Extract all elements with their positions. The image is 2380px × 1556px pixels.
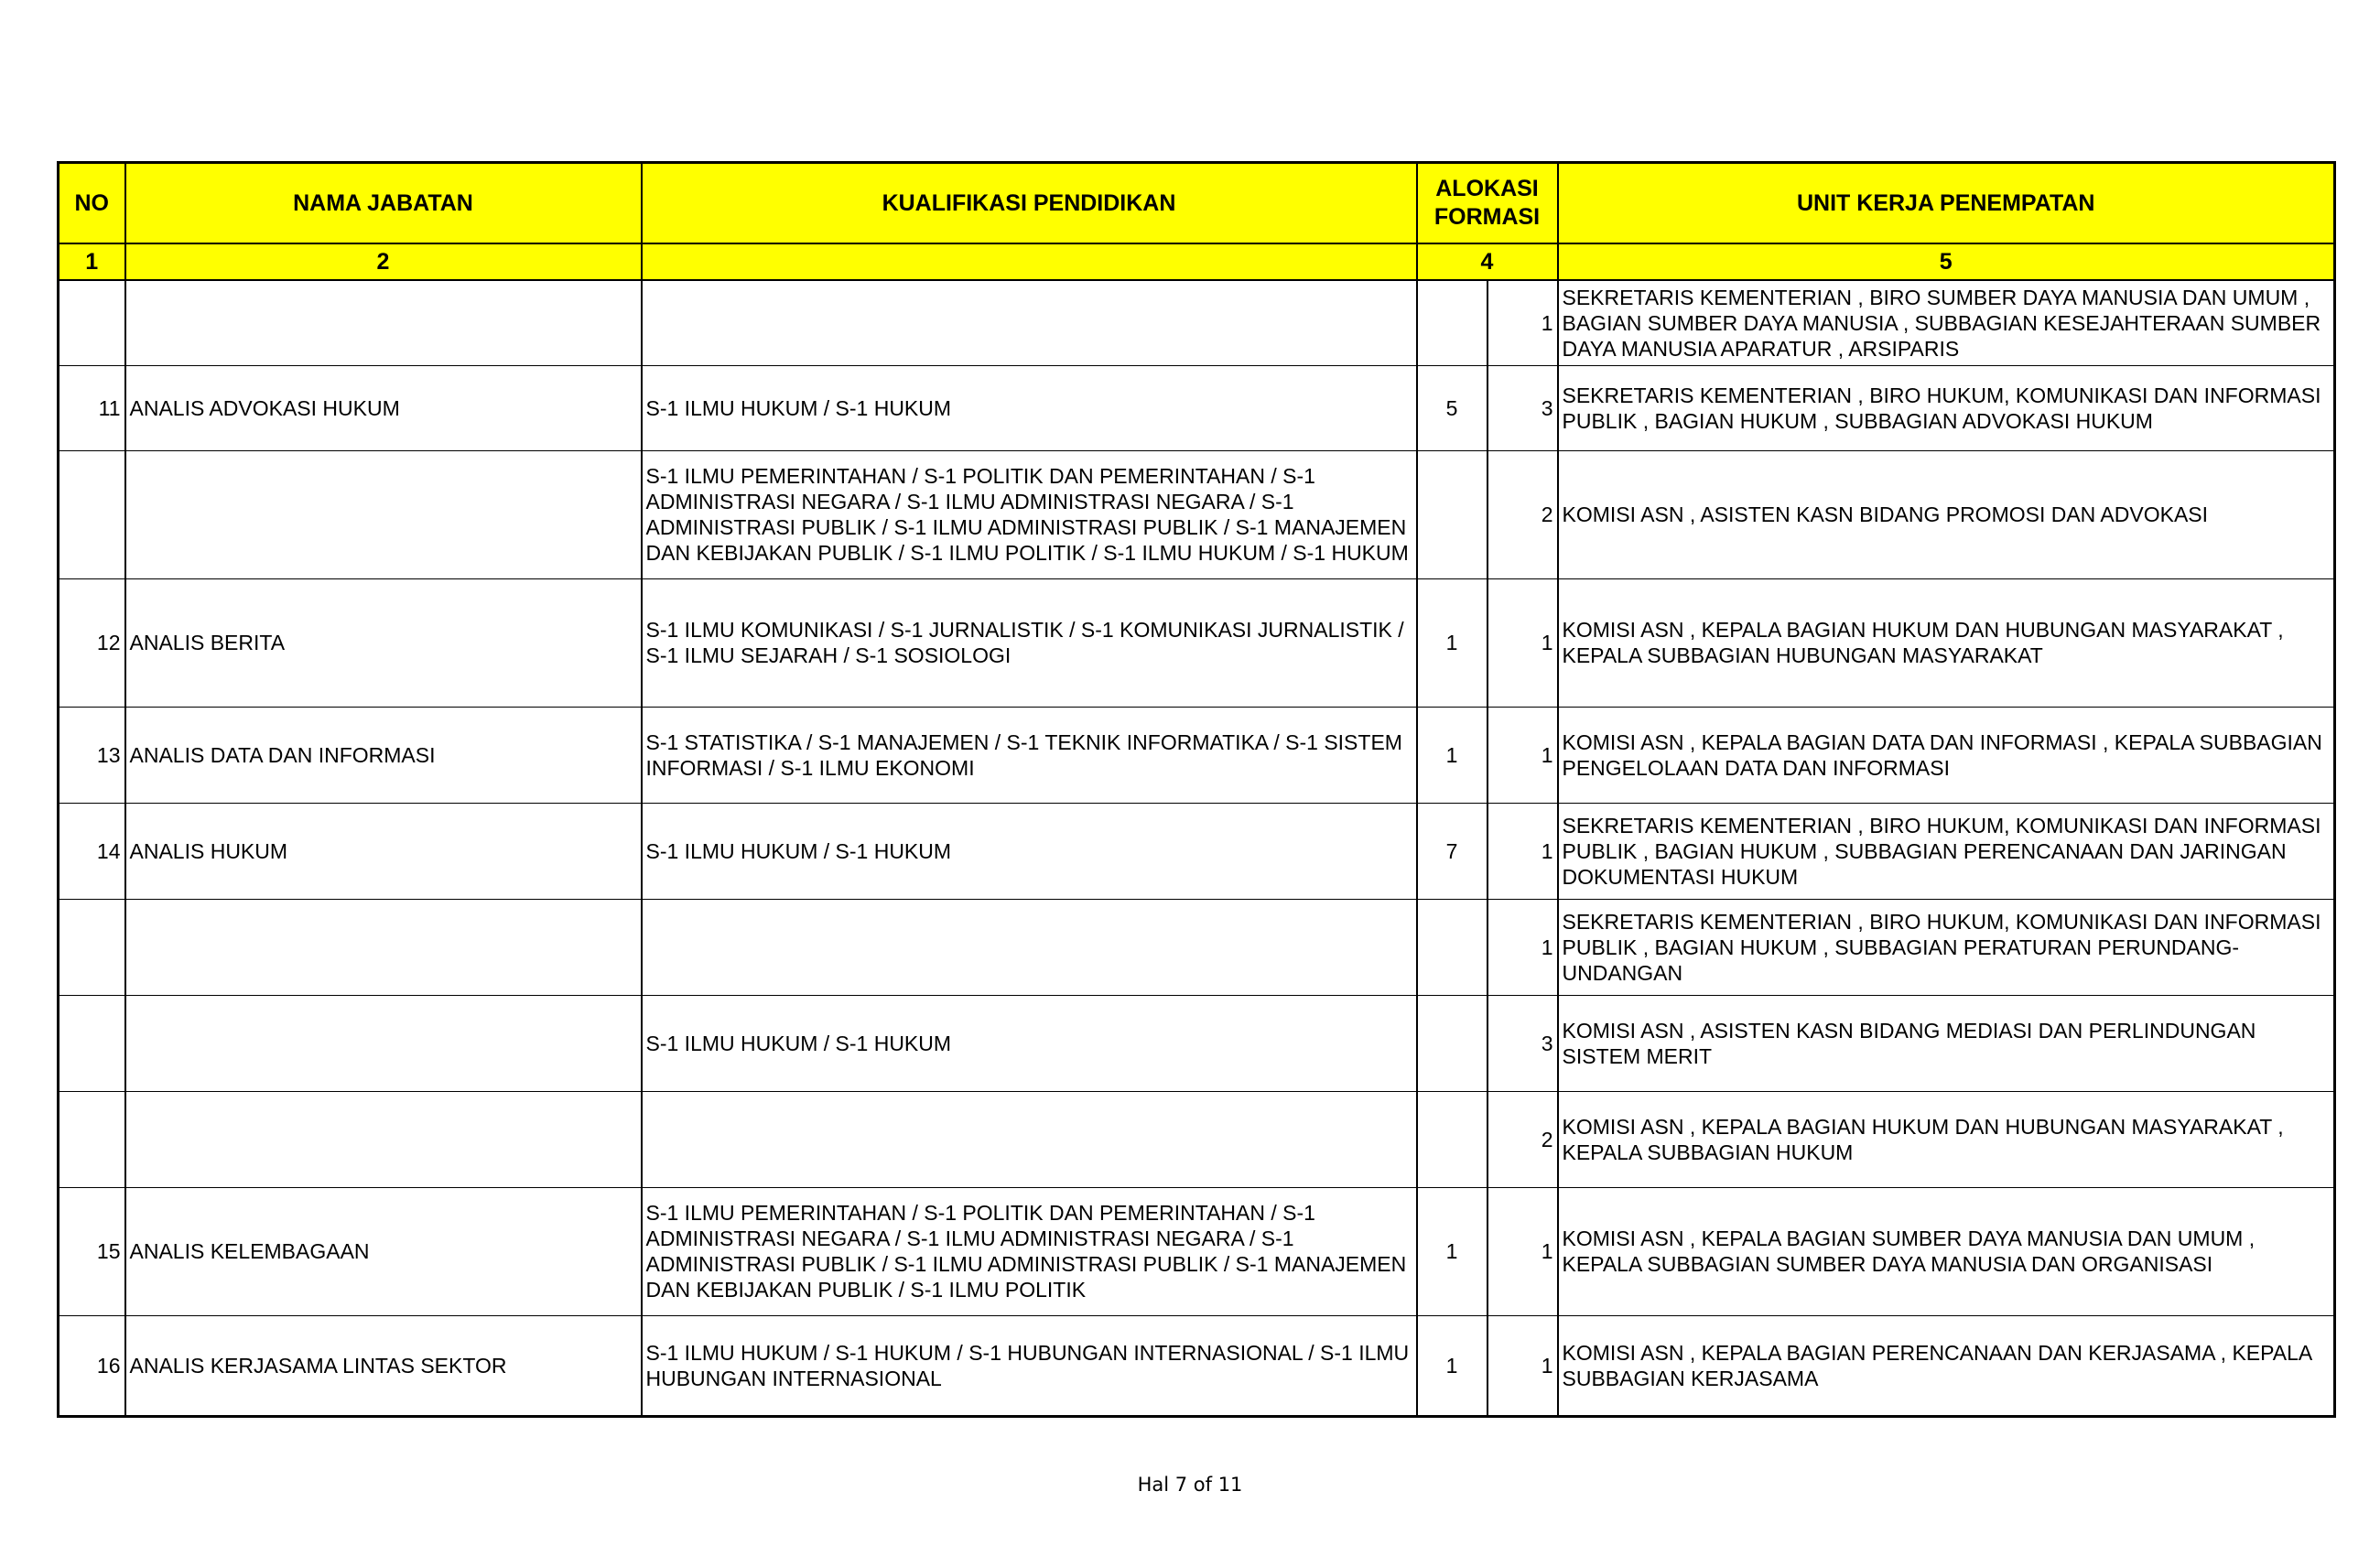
table-row [59,803,2335,899]
cell-alokasi-unit: 3 [1488,365,1558,450]
cell-no: 14 [59,803,125,899]
cell-unit-kerja: KOMISI ASN , ASISTEN KASN BIDANG MEDIASI DAN PERLINDUNGAN SISTEM MERIT [1558,995,2335,1091]
cell-alokasi-total [1417,280,1488,365]
table-row [59,1315,2335,1416]
header-row [59,163,2335,244]
table-row [59,450,2335,578]
cell-alokasi-total [1417,899,1488,995]
column-number: 5 [1558,243,2335,280]
header-unit-kerja: UNIT KERJA PENEMPATAN [1558,163,2335,244]
cell-alokasi-total: 1 [1417,1187,1488,1315]
table-row [59,578,2335,707]
cell-kualifikasi: S-1 STATISTIKA / S-1 MANAJEMEN / S-1 TEKNIK INFORMATIKA / S-1 SISTEM INFORMASI / S-1 ILMU EKONOMI [642,707,1417,803]
cell-nama-jabatan: ANALIS HUKUM [125,803,642,899]
cell-no [59,995,125,1091]
cell-unit-kerja: SEKRETARIS KEMENTERIAN , BIRO SUMBER DAYA MANUSIA DAN UMUM , BAGIAN SUMBER DAYA MANUSIA , SUBBAGIAN KESEJAHTERAAN SUMBER DAYA MANUSIA APARATUR , ARSIPARIS [1558,280,2335,365]
table-row [59,1091,2335,1187]
cell-alokasi-total: 1 [1417,707,1488,803]
cell-kualifikasi [642,1091,1417,1187]
cell-no [59,450,125,578]
cell-nama-jabatan [125,280,642,365]
cell-kualifikasi [642,280,1417,365]
cell-alokasi-total: 1 [1417,578,1488,707]
cell-no [59,899,125,995]
cell-nama-jabatan [125,450,642,578]
header-no: NO [59,163,125,244]
cell-nama-jabatan [125,899,642,995]
column-number: 4 [1417,243,1558,280]
cell-unit-kerja: SEKRETARIS KEMENTERIAN , BIRO HUKUM, KOMUNIKASI DAN INFORMASI PUBLIK , BAGIAN HUKUM , SUBBAGIAN ADVOKASI HUKUM [1558,365,2335,450]
table-row [59,365,2335,450]
page-number: Hal 7 of 11 [1137,1474,1243,1496]
cell-alokasi-unit: 1 [1488,578,1558,707]
cell-kualifikasi: S-1 ILMU HUKUM / S-1 HUKUM [642,995,1417,1091]
cell-unit-kerja: SEKRETARIS KEMENTERIAN , BIRO HUKUM, KOMUNIKASI DAN INFORMASI PUBLIK , BAGIAN HUKUM , SUBBAGIAN PERATURAN PERUNDANG-UNDANGAN [1558,899,2335,995]
column-number [642,243,1417,280]
cell-unit-kerja: KOMISI ASN , KEPALA BAGIAN HUKUM DAN HUBUNGAN MASYARAKAT , KEPALA SUBBAGIAN HUKUM [1558,1091,2335,1187]
cell-alokasi-total: 1 [1417,1315,1488,1416]
cell-alokasi-total [1417,450,1488,578]
column-number: 1 [59,243,125,280]
table-row [59,995,2335,1091]
cell-alokasi-total [1417,995,1488,1091]
cell-unit-kerja: KOMISI ASN , KEPALA BAGIAN SUMBER DAYA MANUSIA DAN UMUM , KEPALA SUBBAGIAN SUMBER DAYA MANUSIA DAN ORGANISASI [1558,1187,2335,1315]
cell-alokasi-unit: 1 [1488,1187,1558,1315]
cell-alokasi-unit: 3 [1488,995,1558,1091]
cell-alokasi-unit: 2 [1488,1091,1558,1187]
cell-alokasi-unit: 2 [1488,450,1558,578]
cell-nama-jabatan: ANALIS ADVOKASI HUKUM [125,365,642,450]
cell-no [59,1091,125,1187]
cell-alokasi-unit: 1 [1488,803,1558,899]
cell-nama-jabatan: ANALIS DATA DAN INFORMASI [125,707,642,803]
cell-alokasi-unit: 1 [1488,280,1558,365]
cell-nama-jabatan: ANALIS KELEMBAGAAN [125,1187,642,1315]
cell-kualifikasi: S-1 ILMU PEMERINTAHAN / S-1 POLITIK DAN PEMERINTAHAN / S-1 ADMINISTRASI NEGARA / S-1 ILMU ADMINISTRASI NEGARA / S-1 ADMINISTRASI PUBLIK / S-1 ILMU ADMINISTRASI PUBLIK / S-1 MANAJEMEN DAN KEBIJAKAN PUBLIK / S-1 ILMU POLITIK [642,1187,1417,1315]
cell-kualifikasi: S-1 ILMU HUKUM / S-1 HUKUM [642,803,1417,899]
header-alokasi: ALOKASI FORMASI [1417,163,1558,244]
column-number: 2 [125,243,642,280]
cell-alokasi-unit: 1 [1488,1315,1558,1416]
cell-no: 12 [59,578,125,707]
cell-kualifikasi: S-1 ILMU HUKUM / S-1 HUKUM / S-1 HUBUNGAN INTERNASIONAL / S-1 ILMU HUBUNGAN INTERNASIONAL [642,1315,1417,1416]
cell-kualifikasi [642,899,1417,995]
cell-alokasi-unit: 1 [1488,899,1558,995]
formasi-table [57,161,2336,1418]
column-number-row [59,243,2335,280]
cell-alokasi-total: 5 [1417,365,1488,450]
cell-unit-kerja: KOMISI ASN , ASISTEN KASN BIDANG PROMOSI DAN ADVOKASI [1558,450,2335,578]
cell-no: 16 [59,1315,125,1416]
cell-no: 13 [59,707,125,803]
cell-kualifikasi: S-1 ILMU HUKUM / S-1 HUKUM [642,365,1417,450]
cell-unit-kerja: KOMISI ASN , KEPALA BAGIAN HUKUM DAN HUBUNGAN MASYARAKAT , KEPALA SUBBAGIAN HUBUNGAN MASYARAKAT [1558,578,2335,707]
cell-kualifikasi: S-1 ILMU PEMERINTAHAN / S-1 POLITIK DAN PEMERINTAHAN / S-1 ADMINISTRASI NEGARA / S-1 ILMU ADMINISTRASI NEGARA / S-1 ADMINISTRASI PUBLIK / S-1 ILMU ADMINISTRASI PUBLIK / S-1 MANAJEMEN DAN KEBIJAKAN PUBLIK / S-1 ILMU POLITIK / S-1 ILMU HUKUM / S-1 HUKUM [642,450,1417,578]
cell-unit-kerja: KOMISI ASN , KEPALA BAGIAN DATA DAN INFORMASI , KEPALA SUBBAGIAN PENGELOLAAN DATA DAN INFORMASI [1558,707,2335,803]
cell-alokasi-unit: 1 [1488,707,1558,803]
header-kualifikasi: KUALIFIKASI PENDIDIKAN [642,163,1417,244]
header-nama-jabatan: NAMA JABATAN [125,163,642,244]
cell-alokasi-total: 7 [1417,803,1488,899]
cell-nama-jabatan: ANALIS BERITA [125,578,642,707]
cell-no: 11 [59,365,125,450]
table-row [59,1187,2335,1315]
cell-nama-jabatan [125,995,642,1091]
cell-alokasi-total [1417,1091,1488,1187]
cell-kualifikasi: S-1 ILMU KOMUNIKASI / S-1 JURNALISTIK / S-1 KOMUNIKASI JURNALISTIK / S-1 ILMU SEJARAH / S-1 SOSIOLOGI [642,578,1417,707]
cell-no: 15 [59,1187,125,1315]
cell-nama-jabatan [125,1091,642,1187]
cell-unit-kerja: KOMISI ASN , KEPALA BAGIAN PERENCANAAN DAN KERJASAMA , KEPALA SUBBAGIAN KERJASAMA [1558,1315,2335,1416]
cell-no [59,280,125,365]
table-row [59,280,2335,365]
table-row [59,899,2335,995]
table-row [59,707,2335,803]
cell-nama-jabatan: ANALIS KERJASAMA LINTAS SEKTOR [125,1315,642,1416]
cell-unit-kerja: SEKRETARIS KEMENTERIAN , BIRO HUKUM, KOMUNIKASI DAN INFORMASI PUBLIK , BAGIAN HUKUM , SUBBAGIAN PERENCANAAN DAN JARINGAN DOKUMENTASI HUKUM [1558,803,2335,899]
